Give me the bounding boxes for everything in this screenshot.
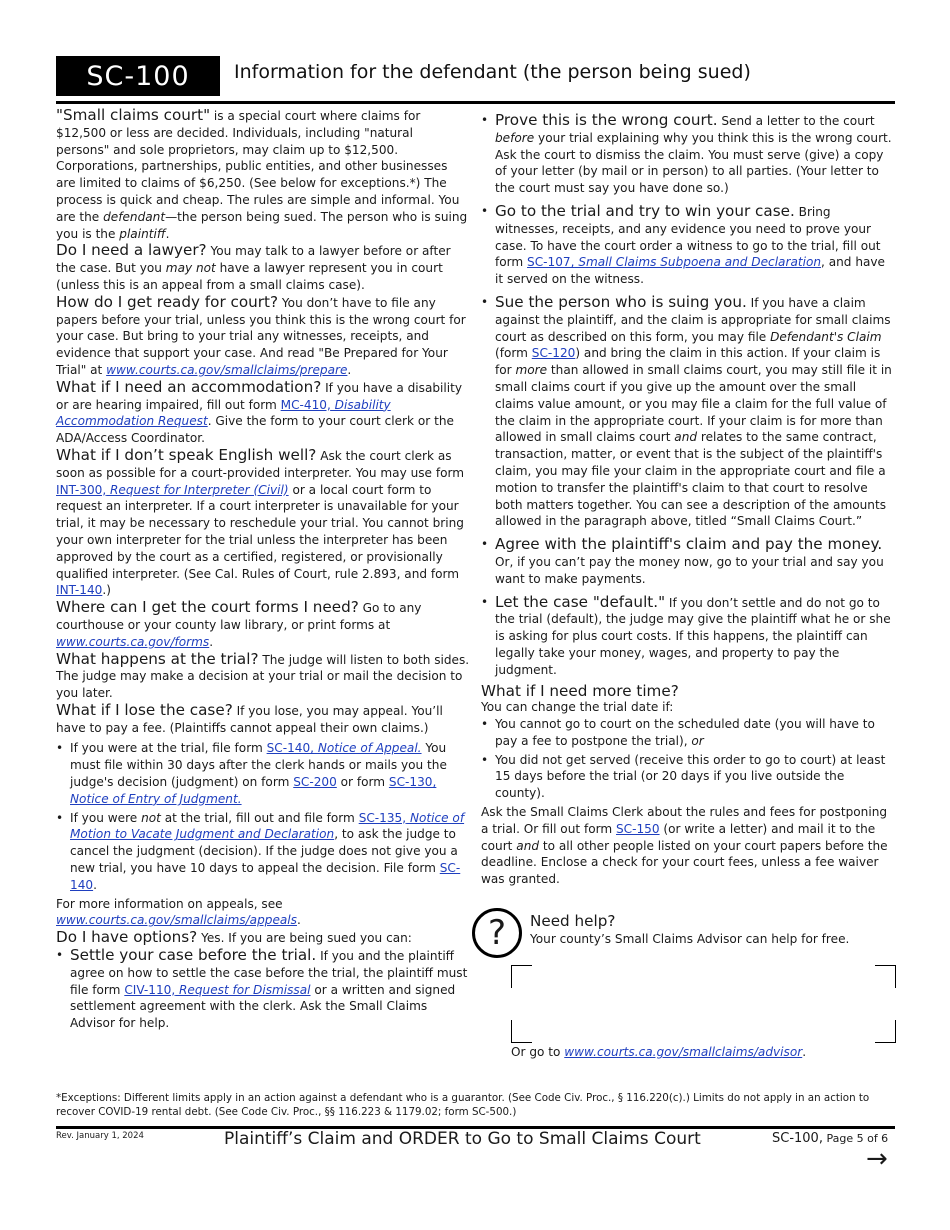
section-heading: Do I need a lawyer? xyxy=(56,241,207,260)
more-time-list xyxy=(481,716,895,802)
right-column xyxy=(481,112,895,888)
mc-410-link[interactable]: MC-410, Disability Accommodation Request xyxy=(56,397,391,429)
advisor-box-corner xyxy=(875,965,896,988)
appeals-link[interactable]: www.courts.ca.gov/smallclaims/appeals xyxy=(56,913,297,928)
header-divider xyxy=(56,101,895,104)
sc-130-link[interactable]: SC-130, Notice of Entry of Judgment. xyxy=(70,775,437,806)
sc-150-link[interactable]: SC-150 xyxy=(616,821,660,836)
section-heading: Where can I get the court forms I need? xyxy=(56,598,359,617)
option-sue: • Sue the person who is suing you. If you have a claim against the plaintiff, and the claim is appropriate for small claims court as described on this form, you may file Defendant's Claim (form SC-120) and bring the claim in this action. If your claim is for more than allowed in small claims court, you may still file it in small claims court if you give up the amount over the small claims value amount, or you may file a claim for the full value of the claim in the appropriate court. If your claim is for more than allowed in small claims court and relates to the same contract, transaction, matter, or event that is the subject of the plaintiff's claim, you may file your claim in the appropriate court and file a motion to transfer the plaintiff's claim to that court to resolve both matters together. You can see a description of the amounts allowed in the paragraph above, titled “Small Claims Court.” xyxy=(481,294,895,530)
more-time-heading: What if I need more time? xyxy=(481,681,679,700)
list-item: • You did not get served (receive this order to go to court) at least 15 days before the trial (or 20 days if you live outside the county). xyxy=(481,752,895,802)
option-agree: • Agree with the plaintiff's claim and pay the money. Or, if you can’t pay the money now, go to your trial and say you want to make payments. xyxy=(481,536,895,587)
footer-title: Plaintiff’s Claim and ORDER to Go to Small Claims Court xyxy=(224,1129,701,1149)
appeals-info: For more information on appeals, see www.courts.ca.gov/smallclaims/appeals. xyxy=(56,896,301,928)
int-140-link[interactable]: INT-140 xyxy=(56,583,103,598)
sc-120-link[interactable]: SC-120 xyxy=(531,346,576,361)
ready-section: How do I get ready for court? You don’t have to file any papers before your trial, unless you think this is the wrong court for your case. But bring to your trial any witnesses, receipts, and evidence that support your case. And read "Be Prepared for Your Trial" at www.courts.ca.gov/smallclaims/prepare. xyxy=(56,292,466,377)
trial-section: What happens at the trial? The judge will listen to both sides. The judge may make a decision at your trial or mail the decision to you later. xyxy=(56,649,470,701)
page-title: Information for the defendant (the person being sued) xyxy=(234,61,751,83)
more-time-intro: You can change the trial date if: xyxy=(481,700,674,715)
forms-link[interactable]: www.courts.ca.gov/forms xyxy=(56,634,210,649)
lawyer-section: Do I need a lawyer? You may talk to a lawyer before or after the case. But you may not have a lawyer represent you in court (unless this is an appeal from a small claims case). xyxy=(56,241,451,292)
english-section: What if I don’t speak English well? Ask the court clerk as soon as possible for a court-provided interpreter. You may use form INT-300, Request for Interpreter (Civil) or a local court form to request an interpreter. If a court interpreter is unavailable for your trial, it may be necessary to reschedule your trial. You cannot bring your own interpreter for the trial unless the interpreter has been approved by the court as a certified, registered, or provisionally qualified interpreter. (See Cal. Rules of Court, rule 2.893, and form INT-140.) xyxy=(56,445,465,598)
civ-110-link[interactable]: CIV-110, Request for Dismissal xyxy=(124,982,311,997)
accommodation-section: What if I need an accommodation? If you have a disability or are hearing impaired, fill out form MC-410, Disability Accommodation Request. Give the form to your court clerk or the ADA/Access Coordinator. xyxy=(56,377,463,446)
list-item: • If you were at the trial, file form SC-140, Notice of Appeal. You must file within 30 days after the clerk hands or mails you the judge's decision (judgment) on form SC-200 or form SC-130, Notice of Entry of Judgment. xyxy=(56,740,470,807)
appeal-list xyxy=(56,740,470,893)
advisor-link[interactable]: www.courts.ca.gov/smallclaims/advisor xyxy=(564,1045,803,1059)
section-heading: What if I lose the case? xyxy=(56,700,233,719)
help-question-icon: ? xyxy=(472,908,522,958)
sc-140-link[interactable]: SC-140, Notice of Appeal. xyxy=(266,741,422,756)
option-win: • Go to the trial and try to win your case. Bring witnesses, receipts, and any evidence you need to prove your case. To have the court order a witness to go to the trial, fill out form SC-107, Small Claims Subpoena and Declaration, and have it served on the witness. xyxy=(481,203,895,288)
section-heading: Do I have options? xyxy=(56,928,198,947)
advisor-box-corner xyxy=(511,965,532,988)
options-section: Do I have options? Yes. If you are being sued you can: xyxy=(56,928,412,947)
section-heading: What happens at the trial? xyxy=(56,649,259,668)
next-page-arrow-icon[interactable]: → xyxy=(866,1144,888,1174)
list-item: • If you were not at the trial, fill out and file form SC-135, Notice of Motion to Vacate Judgment and Declaration, to ask the judge to cancel the judgment (decision). If the judge does not give you a new trial, you have 10 days to appeal the decision. File form SC-140. xyxy=(56,810,470,894)
options-list-right xyxy=(481,112,895,679)
sc-200-link[interactable]: SC-200 xyxy=(293,775,337,790)
advisor-box-corner xyxy=(875,1020,896,1043)
forms-section: Where can I get the court forms I need? Go to any courthouse or your county law library, or print forms at www.courts.ca.gov/forms. xyxy=(56,598,422,649)
section-heading: How do I get ready for court? xyxy=(56,292,279,311)
postpone-info: Ask the Small Claims Clerk about the rules and fees for postponing a trial. Or fill out form SC-150 (or write a letter) and mail it to the court and to all other people listed on your court papers before the deadline. Enclose a check for your court fees, unless a fee waiver was granted. xyxy=(481,805,888,887)
advisor-box-corner xyxy=(511,1020,532,1043)
sc-140-link-2[interactable]: SC-140 xyxy=(70,861,461,892)
revision-date: Rev. January 1, 2024 xyxy=(56,1131,144,1141)
exceptions-footnote: *Exceptions: Different limits apply in an action against a defendant who is a guarantor. (See Code Civ. Proc., § 116.220(c).) Limits do not apply in an action to recover COVID-19 rental debt. (See Code Civ. Proc., §§ 116.223 & 1179.02; form SC-500.) xyxy=(56,1092,870,1118)
sc-135-link[interactable]: SC-135, Notice of Motion to Vacate Judgment and Declaration xyxy=(70,810,465,842)
lose-section: What if I lose the case? If you lose, you may appeal. You’ll have to pay a fee. (Plaintiffs cannot appeal their own claims.) xyxy=(56,700,443,735)
options-list-left xyxy=(56,947,470,1032)
section-heading: What if I need an accommodation? xyxy=(56,377,322,396)
option-wrong-court: • Prove this is the wrong court. Send a letter to the court before your trial explaining why you think this is the wrong court. Ask the court to dismiss the claim. You must serve (give) a copy of your letter (by mail or in person) to all parties. (Your letter to the court must say you have done so.) xyxy=(481,112,895,197)
int-300-link[interactable]: INT-300, Request for Interpreter (Civil) xyxy=(56,482,289,497)
sc-107-link[interactable]: SC-107, Small Claims Subpoena and Declaration xyxy=(527,255,822,270)
help-title: Need help? xyxy=(530,912,616,930)
option-default: • Let the case "default." If you don’t settle and do not go to the trial (default), the judge may give the plaintiff what he or she is asking for plus court costs. If this happens, the plaintiff can legally take your money, wages, and property to pay the judgment. xyxy=(481,594,895,679)
intro-paragraph: "Small claims court" is a special court where claims for $12,500 or less are decided. Individuals, including "natural persons" and sole proprietors, may claim up to $12,500. Corporations, partnerships, public entities, and other businesses are limited to claims of $6,250. (See below for exceptions.*) The process is quick and cheap. The rules are simple and informal. You are the defendant—the person being sued. The person who is suing you is the plaintiff. xyxy=(56,106,468,241)
section-heading: What if I don’t speak English well? xyxy=(56,445,317,464)
list-item: • You cannot go to court on the scheduled date (you will have to pay a fee to postpone the trial), or xyxy=(481,716,895,750)
prepare-link[interactable]: www.courts.ca.gov/smallclaims/prepare xyxy=(106,362,348,377)
form-number-badge: SC-100 xyxy=(56,56,220,96)
left-column xyxy=(56,107,470,1036)
advisor-link-line: Or go to www.courts.ca.gov/smallclaims/advisor. xyxy=(511,1045,807,1059)
option-settle: • Settle your case before the trial. If you and the plaintiff agree on how to settle the case before the trial, the plaintiff must file form CIV-110, Request for Dismissal or a written and signed settlement agreement with the clerk. Ask the Small Claims Advisor for help. xyxy=(56,947,470,1032)
page-number: SC-100, Page 5 of 6 xyxy=(772,1131,889,1146)
help-description: Your county’s Small Claims Advisor can help for free. xyxy=(530,932,850,946)
